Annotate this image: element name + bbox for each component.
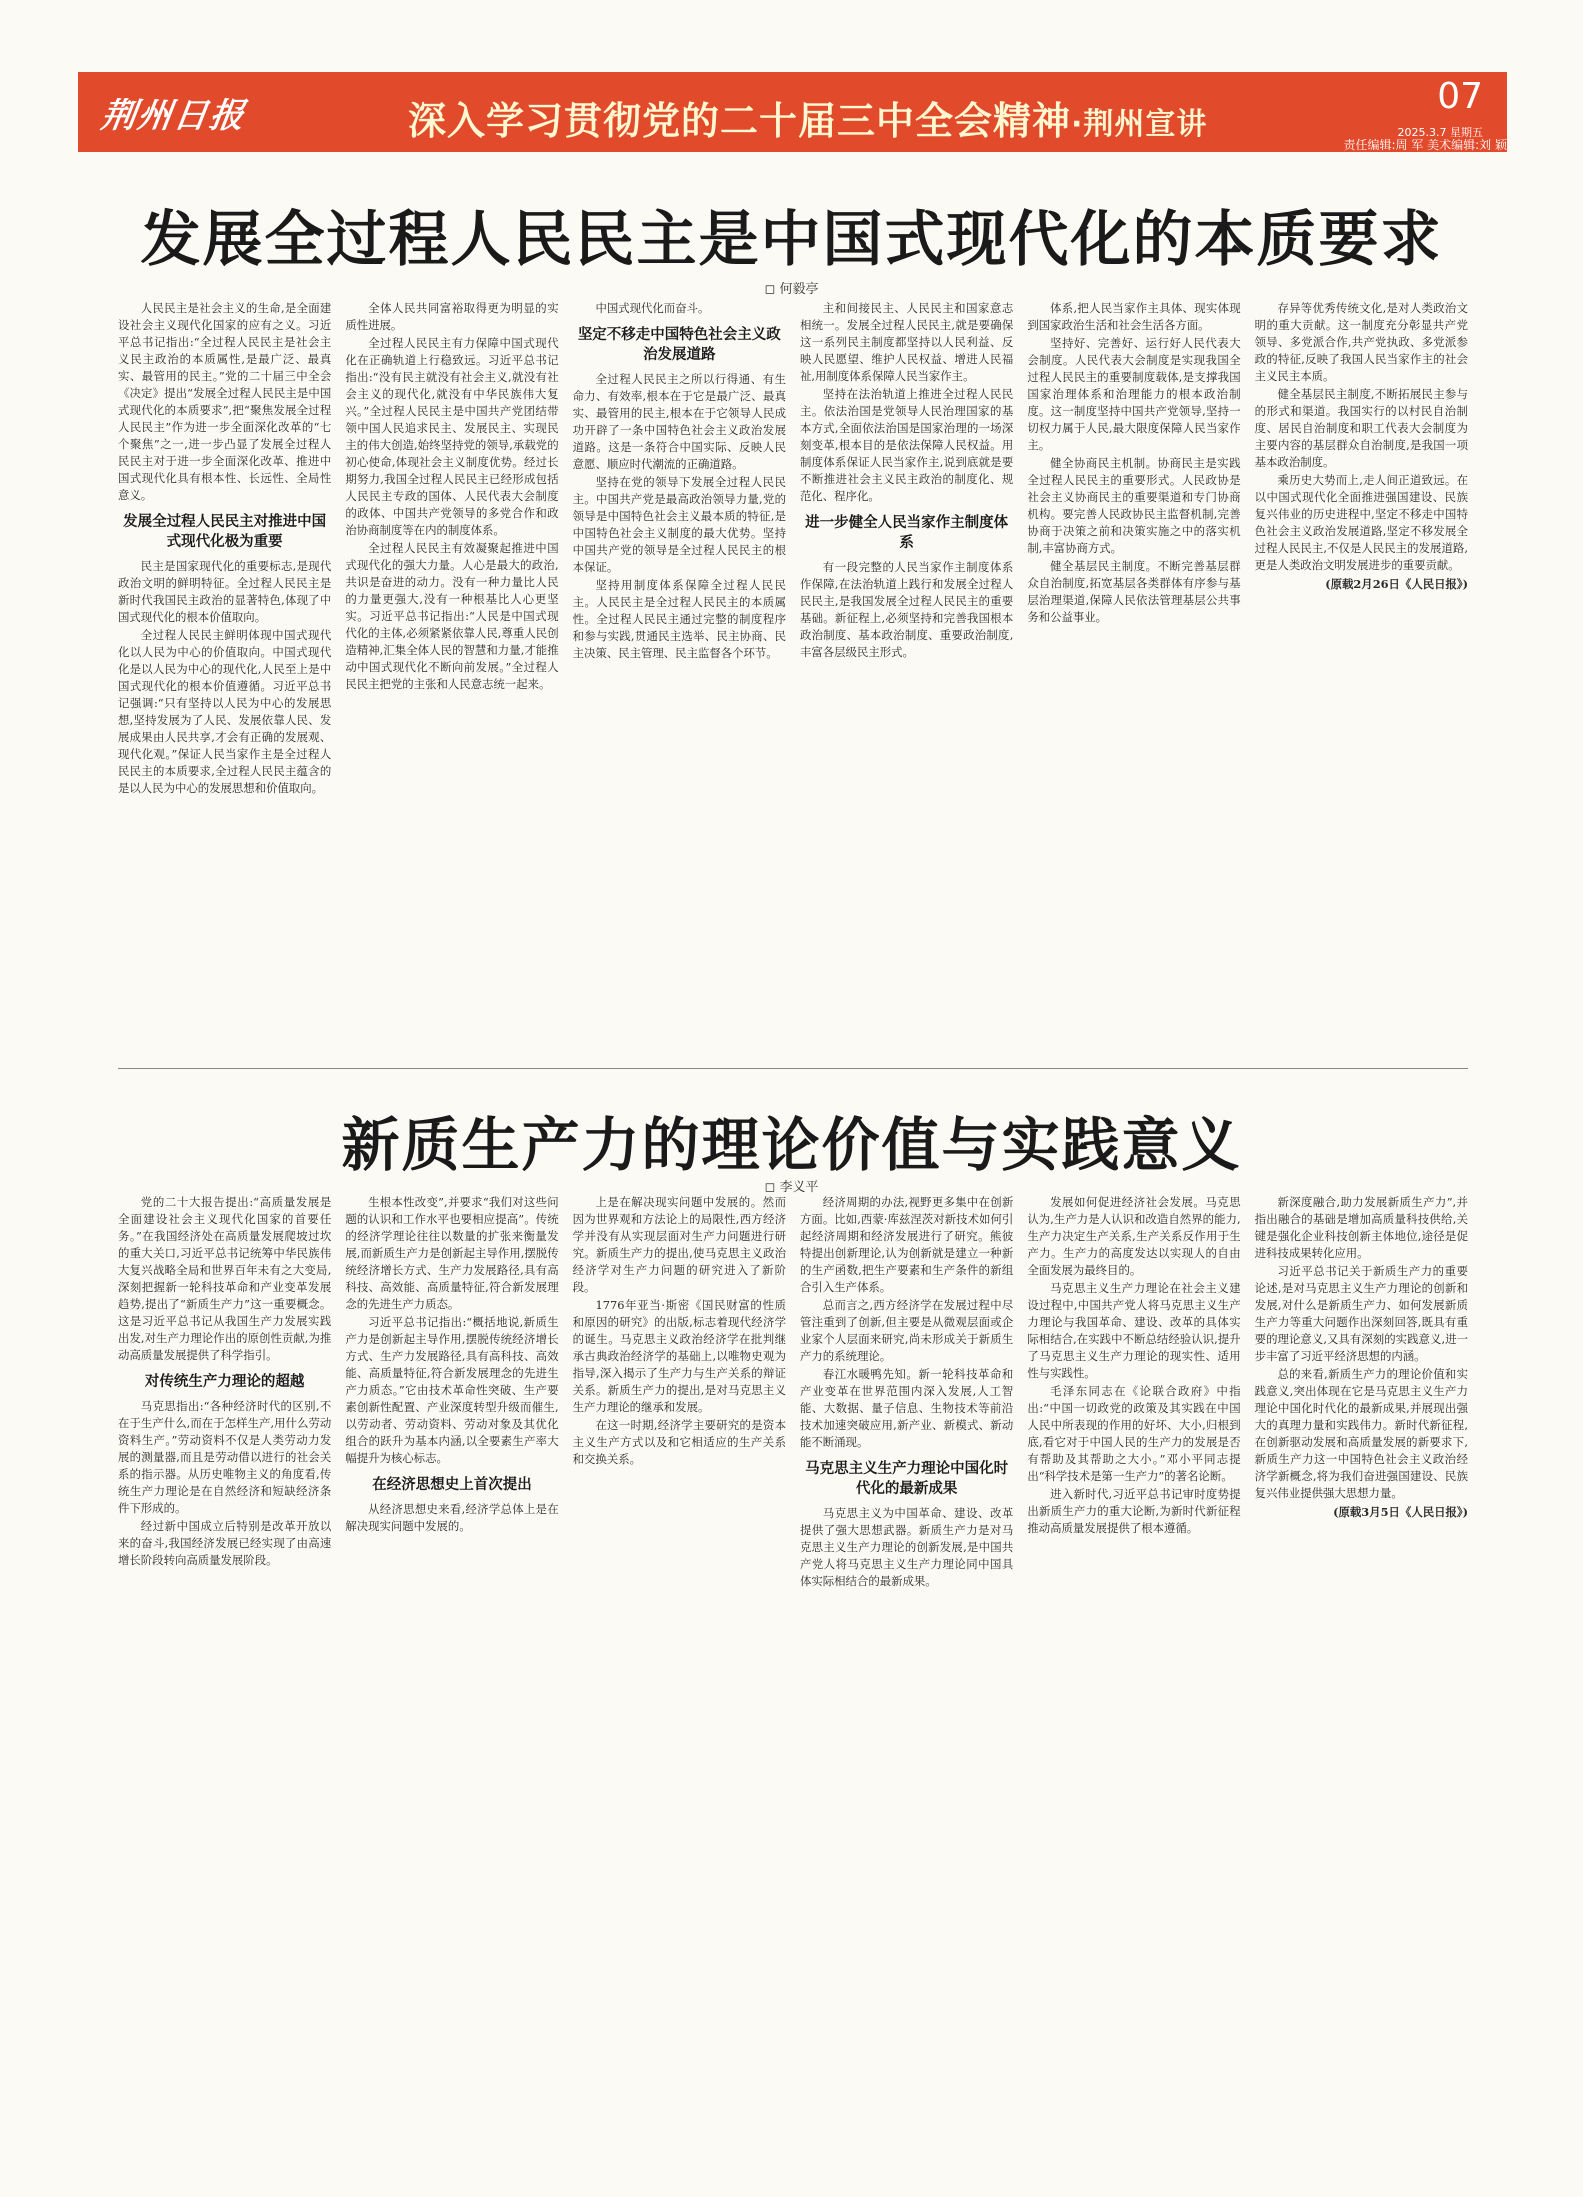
paragraph: 全过程人民民主有效凝聚起推进中国式现代化的强大力量。人心是最大的政治,共识是奋进的动力。没有一种力量比人民的力量更强大,没有一种根基比人心更坚实。习近平总书记指出:“人民是中国式现代化的主体,必须紧紧依靠人民,尊重人民创造精神,汇集全体人民的智慧和力量,才能推动中国式现代化不断向前发展。”全过程人民民主把党的主张和人民意志统一起来。 — [345, 541, 559, 691]
paragraph: 习近平总书记关于新质生产力的重要论述,是对马克思主义生产力理论的创新和发展,对什么是新质生产力、如何发展新质生产力等重大问题作出深刻回答,既具有重要的理论意义,又具有深刻的实践意义,进一步丰富了习近平经济思想的内涵。 — [1254, 1264, 1468, 1363]
paragraph: 总的来看,新质生产力的理论价值和实践意义,突出体现在它是马克思主义生产力理论中国化时代化的最新成果,并展现出强大的真理力量和实践伟力。新时代新征程,在创新驱动发展和高质量发展的新要求下,新质生产力这一中国特色社会主义政治经济学新概念,将为我们奋进强国建设、民族复兴伟业提供强大思想力量。 — [1254, 1367, 1468, 1500]
paragraph: 坚持在党的领导下发展全过程人民民主。中国共产党是最高政治领导力量,党的领导是中国特色社会主义最本质的特征,是中国特色社会主义制度的最大优势。坚持中国共产党的领导是全过程人民民主的根本保证。 — [572, 475, 786, 574]
banner-subtitle: ·荆州宣讲 — [1071, 107, 1208, 142]
paragraph: 主和间接民主、人民民主和国家意志相统一。发展全过程人民民主,就是要确保这一系列民主制度都坚持以人民利益、反映人民愿望、维护人民权益、增进人民福祉,用制度体系保障人民当家作主。 — [799, 301, 1014, 383]
article2-subhead-1: 对传统生产力理论的超越 — [144, 1374, 305, 1390]
article1-column-5 — [1027, 300, 1240, 1045]
article1-column-2 — [345, 300, 558, 1045]
paragraph: 春江水暖鸭先知。新一轮科技革命和产业变革在世界范围内深入发展,人工智能、大数据、量子信息、生物技术等前沿技术加速突破应用,新产业、新模式、新动能不断涌现。 — [799, 1367, 1014, 1449]
article2-body — [118, 1194, 1468, 2164]
paragraph: 全过程人民民主鲜明体现中国式现代化以人民为中心的价值取向。中国式现代化是以人民为中心的现代化,人民至上是中国式现代化的根本价值遵循。习近平总书记强调:“只有坚持以人民为中心的发展思想,坚持发展为了人民、发展依靠人民、发展成果由人民共享,才会有正确的发展观、现代化观。”保证人民当家作主是全过程人民民主的本质要求,全过程人民民主蕴含的是以人民为中心的发展思想和价值取向。 — [118, 628, 332, 795]
paragraph: 全过程人民民主之所以行得通、有生命力、有效率,根本在于它是最广泛、最真实、最管用的民主,根本在于它领导人民成功开辟了一条中国特色社会主义政治发展道路。这是一条符合中国实际、反映人民意愿、顺应时代潮流的正确道路。 — [572, 372, 786, 471]
article1-subhead-3: 进一步健全人民当家作主制度体系 — [805, 515, 1009, 551]
article1-column-6 — [1255, 300, 1468, 1045]
article2-column-4 — [800, 1194, 1013, 2164]
paragraph: 中国式现代化而奋斗。 — [595, 301, 710, 315]
paragraph: 上是在解决现实问题中发展的。然而因为世界观和方法论上的局限性,西方经济学并没有从实现层面对生产力问题进行研究。新质生产力的提出,使马克思主义政治经济学对生产力问题的研究进入了新阶段。 — [572, 1195, 786, 1294]
paragraph: 民主是国家现代化的重要标志,是现代政治文明的鲜明特征。全过程人民民主是新时代我国民主政治的显著特色,体现了中国式现代化的根本价值取向。 — [118, 559, 332, 624]
article-divider — [118, 1068, 1468, 1069]
article1-title: 发展全过程人民民主是中国式现代化的本质要求 — [140, 205, 1443, 275]
paragraph: 毛泽东同志在《论联合政府》中指出:“中国一切政党的政策及其实践在中国人民中所表现的作用的好坏、大小,归根到底,看它对于中国人民的生产力的发展是否有帮助及其帮助之大小。”邓小平同志提出“科学技术是第一生产力”的著名论断。 — [1027, 1384, 1241, 1483]
paragraph: 马克思指出:“各种经济时代的区别,不在于生产什么,而在于怎样生产,用什么劳动资料生产。”劳动资料不仅是人类劳动力发展的测量器,而且是劳动借以进行的社会关系的指示器。从历史唯物主义的角度看,传统生产力理论是在自然经济和短缺经济条件下形成的。 — [118, 1399, 332, 1515]
paragraph: 健全协商民主机制。协商民主是实践全过程人民民主的重要形式。人民政协是社会主义协商民主的重要渠道和专门协商机构。要完善人民政协民主监督机制,完善协商于决策之前和决策实施之中的落实机制,丰富协商方式。 — [1027, 456, 1241, 555]
paragraph: 人民民主是社会主义的生命,是全面建设社会主义现代化国家的应有之义。习近平总书记指出:“全过程人民民主是社会主义民主政治的本质属性,是最广泛、最真实、最管用的民主。”党的二十届三中全会《决定》提出“发展全过程人民民主是中国式现代化的本质要求”,把“聚焦发展全过程人民民主”作为进一步全面深化改革的“七个聚焦”之一,进一步凸显了发展全过程人民民主对于进一步全面深化改革、推进中国式现代化具有根本性、长远性、全局性意义。 — [118, 301, 332, 502]
paragraph: 生根本性改变”,并要求“我们对这些问题的认识和工作水平也要相应提高”。传统的经济学理论往往以数量的扩张来衡量发展,而新质生产力是创新起主导作用,摆脱传统经济增长方式、生产力发展路径,具有高科技、高效能、高质量特征,符合新发展理念的先进生产力质态。 — [345, 1195, 559, 1311]
paragraph: 发展如何促进经济社会发展。马克思认为,生产力是人认识和改造自然界的能力,生产力决定生产关系,生产关系反作用于生产力。生产力的高度发达以实现人的自由全面发展为最终目的。 — [1027, 1195, 1241, 1277]
editor-credits: 责任编辑:周 军 美术编辑:刘 颖 — [1343, 138, 1507, 152]
paragraph: 体系,把人民当家作主具体、现实体现到国家政治生活和社会生活各方面。 — [1027, 301, 1241, 332]
article1-column-4 — [800, 300, 1013, 1045]
article1-byline: ◻ 何毅亭 — [764, 282, 819, 297]
paragraph: 健全基层民主制度,不断拓展民主参与的形式和渠道。我国实行的以村民自治制度、居民自治制度和职工代表大会制度为主要内容的基层群众自治制度,是我国一项基本政治制度。 — [1254, 387, 1468, 469]
paragraph: 有一段完整的人民当家作主制度体系作保障,在法治轨道上践行和发展全过程人民民主,是我国发展全过程人民民主的重要基础。新征程上,必须坚持和完善我国根本政治制度、基本政治制度、重要政治制度,丰富各层级民主形式。 — [799, 560, 1014, 659]
paragraph: 全体人民共同富裕取得更为明显的实质性进展。 — [345, 301, 559, 332]
paragraph: 总而言之,西方经济学在发展过程中尽管注重到了创新,但主要是从微观层面或企业家个人层面来研究,尚未形成关于新质生产力的系统理论。 — [799, 1298, 1014, 1363]
article2-subhead-2: 在经济思想史上首次提出 — [372, 1477, 532, 1493]
paragraph: 全过程人民民主有力保障中国式现代化在正确轨道上行稳致远。习近平总书记指出:“没有民主就没有社会主义,就没有社会主义的现代化,就没有中华民族伟大复兴。”全过程人民民主是中国共产党团结带领中国人民追求民主、发展民主、实现民主的伟大创造,始终坚持党的领导,承载党的初心使命,体现社会主义制度优势。经过长期努力,我国全过程人民民主已经形成包括人民民主专政的国体、人民代表大会制度的政体、中国共产党领导的多党合作和政治协商制度等在内的制度体系。 — [345, 336, 559, 537]
masthead-banner — [78, 72, 1507, 152]
issue-date: 2025.3.7 星期五 — [1397, 126, 1483, 139]
article1-column-3 — [573, 300, 786, 1045]
paragraph: 新深度融合,助力发展新质生产力”,并指出融合的基础是增加高质量科技供给,关键是强化企业科技创新主体地位,途径是促进科技成果转化应用。 — [1254, 1195, 1468, 1260]
newspaper-logo: 荆州日报 — [98, 96, 249, 136]
paragraph: 坚持好、完善好、运行好人民代表大会制度。人民代表大会制度是实现我国全过程人民民主的重要制度载体,是支撑我国国家治理体系和治理能力的根本政治制度。这一制度坚持中国共产党领导,坚持一切权力属于人民,最大限度保障人民当家作主。 — [1027, 336, 1241, 452]
paragraph: 乘历史大势而上,走人间正道致远。在以中国式现代化全面推进强国建设、民族复兴伟业的历史进程中,坚定不移走中国特色社会主义政治发展道路,坚定不移发展全过程人民民主,不仅是人民民主的发展道路,更是人类政治文明发展进步的重要贡献。 — [1254, 473, 1468, 572]
paragraph: 在这一时期,经济学主要研究的是资本主义生产方式以及和它相适应的生产关系和交换关系。 — [572, 1418, 786, 1466]
paragraph: 经过新中国成立后特别是改革开放以来的奋斗,我国经济发展已经实现了由高速增长阶段转向高质量发展阶段。 — [118, 1519, 332, 1567]
paragraph: 健全基层民主制度。不断完善基层群众自治制度,拓宽基层各类群体有序参与基层治理渠道,保障人民依法管理基层公共事务和公益事业。 — [1027, 559, 1241, 624]
article1-source: (原载2月26日《人民日报》) — [1325, 577, 1468, 591]
section-banner — [408, 90, 1207, 145]
article2-column-3 — [573, 1194, 786, 2164]
article2-column-6 — [1255, 1194, 1468, 2164]
article1-subhead-1: 发展全过程人民民主对推进中国式现代化极为重要 — [123, 514, 327, 550]
article1-column-1 — [118, 300, 331, 1045]
paragraph: 党的二十大报告提出:“高质量发展是全面建设社会主义现代化国家的首要任务。”在我国经济处在高质量发展爬坡过坎的重大关口,习近平总书记统筹中华民族伟大复兴战略全局和世界百年未有之大变局,深刻把握新一轮科技革命和产业变革发展趋势,提出了“新质生产力”这一重要概念。这是习近平总书记从我国生产力发展实践出发,对生产力理论作出的原创性贡献,为推动高质量发展提供了科学指引。 — [118, 1195, 332, 1362]
page-number: 07 — [1437, 76, 1483, 117]
paragraph: 马克思主义生产力理论在社会主义建设过程中,中国共产党人将马克思主义生产力理论与我国革命、建设、改革的具体实际相结合,在实践中不断总结经验认识,提升了马克思主义生产力理论的现实性、适用性与实践性。 — [1027, 1281, 1241, 1380]
article2-column-2 — [345, 1194, 558, 2164]
paragraph: 进入新时代,习近平总书记审时度势提出新质生产力的重大论断,为新时代新征程推动高质量发展提供了根本遵循。 — [1027, 1487, 1241, 1535]
article1-subhead-2: 坚定不移走中国特色社会主义政治发展道路 — [577, 327, 781, 363]
paragraph: 习近平总书记指出:“概括地说,新质生产力是创新起主导作用,摆脱传统经济增长方式、生产力发展路径,具有高科技、高效能、高质量特征,符合新发展理念的先进生产力质态。”它由技术革命性突破、生产要素创新性配置、产业深度转型升级而催生,以劳动者、劳动资料、劳动对象及其优化组合的跃升为基本内涵,以全要素生产率大幅提升为核心标志。 — [345, 1315, 559, 1465]
article2-column-1 — [118, 1194, 331, 2164]
article2-title: 新质生产力的理论价值与实践意义 — [341, 1111, 1242, 1179]
banner-main-title: 深入学习贯彻党的二十届三中全会精神 — [408, 99, 1072, 143]
article2-byline: ◻ 李义平 — [764, 1180, 819, 1195]
paragraph: 坚持在法治轨道上推进全过程人民民主。依法治国是党领导人民治理国家的基本方式,全面依法治国是国家治理的一场深刻变革,根本目的是依法保障人民权益。用制度体系保证人民当家作主,说到底就是要不断推进社会主义民主政治的制度化、规范化、程序化。 — [799, 387, 1014, 503]
paragraph: 经济周期的办法,视野更多集中在创新方面。比如,西蒙·库兹涅茨对新技术如何引起经济周期和经济发展进行了研究。熊彼特提出创新理论,认为创新就是建立一种新的生产函数,把生产要素和生产条件的新组合引入生产体系。 — [799, 1195, 1014, 1294]
paragraph: 1776年亚当·斯密《国民财富的性质和原因的研究》的出版,标志着现代经济学的诞生。马克思主义政治经济学在批判继承古典政治经济学的基础上,以唯物史观为指导,深入揭示了生产力与生产关系的辩证关系。新质生产力的提出,是对马克思主义生产力理论的继承和发展。 — [572, 1298, 786, 1414]
paragraph: 马克思主义为中国革命、建设、改革提供了强大思想武器。新质生产力是对马克思主义生产力理论的创新发展,是中国共产党人将马克思主义生产力理论同中国具体实际相结合的最新成果。 — [799, 1506, 1014, 1588]
article2-source: (原载3月5日《人民日报》) — [1333, 1505, 1468, 1519]
article2-column-5 — [1027, 1194, 1240, 2164]
paragraph: 从经济思想史来看,经济学总体上是在解决现实问题中发展的。 — [345, 1502, 559, 1533]
article2-subhead-3: 马克思主义生产力理论中国化时代化的最新成果 — [805, 1461, 1009, 1497]
paragraph: 存异等优秀传统文化,是对人类政治文明的重大贡献。这一制度充分彰显共产党领导、多党派合作,共产党执政、多党派参政的特征,反映了我国人民当家作主的社会主义民主本质。 — [1254, 301, 1468, 383]
article1-body — [118, 300, 1468, 1045]
paragraph: 坚持用制度体系保障全过程人民民主。人民民主是全过程人民民主的本质属性。全过程人民民主通过完整的制度程序和参与实践,贯通民主选举、民主协商、民主决策、民主管理、民主监督各个环节。 — [572, 578, 786, 660]
